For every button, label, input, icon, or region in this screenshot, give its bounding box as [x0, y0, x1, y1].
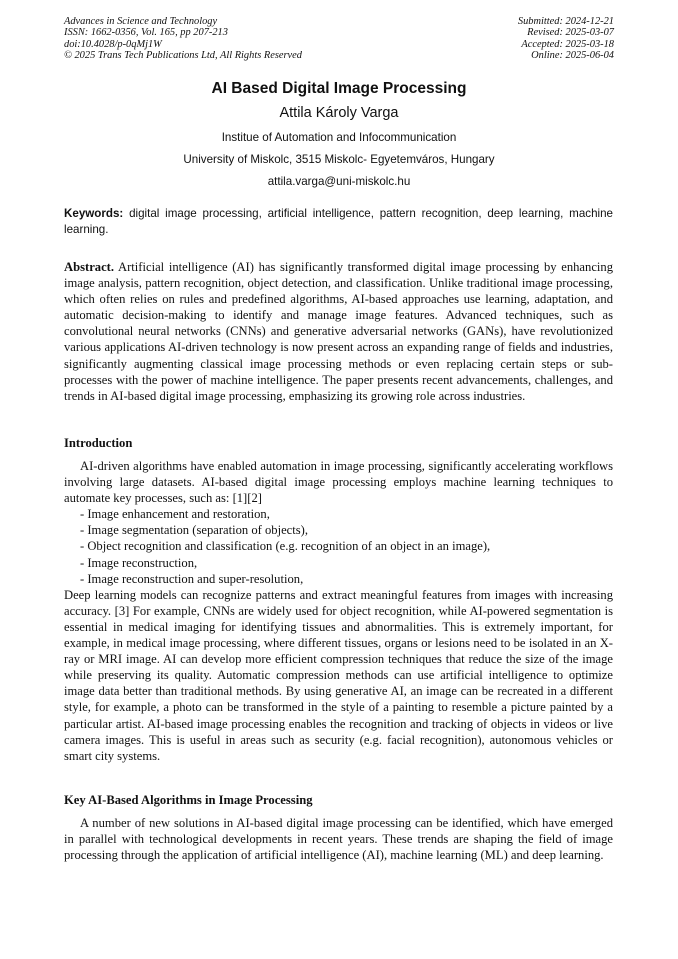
section-paragraph-1: A number of new solutions in AI-based digital image processing can be identified, which have emerged in parallel with technological developments in recent years. These trends are shaping the field of image processing through the application of artificial intelligence (AI), machine learning (ML) and deep learning.: [64, 816, 613, 863]
keywords: [64, 206, 613, 238]
section-body: [64, 815, 613, 863]
journal-issn: ISSN: 1662-0356, Vol. 165, pp 207-213: [64, 27, 228, 39]
copyright: © 2025 Trans Tech Publications Ltd, All Rights Reserved: [64, 49, 302, 61]
abstract: [64, 259, 613, 404]
submission-dates: [518, 16, 614, 61]
journal-name: Advances in Science and Technology: [64, 16, 218, 27]
abstract-label: Abstract.: [64, 260, 115, 274]
abstract-text: Artificial intelligence (AI) has significantly transformed digital image processing by enhancing image analysis, pattern recognition, object detection, and classification. Unlike traditional image processing, which often relies on rules and predefined algorithms, AI-based approaches use learning, adaptation, and automatic decision-making to identify and manage image features. Advanced techniques, such as convolutional neural networks (CNNs) and generative adversarial networks (GANs), have revolutionized various applications AI-driven technology is now present across an expanding range of fields and industries, significantly augmenting classical image processing methods or even replacing certain steps or sub-processes with the power of machine intelligence. The paper presents recent advancements, challenges, and trends in AI-based digital image processing, emphasizing its growing role across industries.: [64, 260, 613, 403]
introduction-paragraph-2: Deep learning models can recognize patterns and extract meaningful features from images with increasing accuracy. [3] For example, CNNs are widely used for object recognition, while AI-powered segmentation is essential in medical imaging for identifying tissues and abnormalities. This is extremely important, for example, in medical image processing, where different tissues, organs or lesions need to be isolated in an X-ray or MRI image. AI can develop more efficient compression techniques that reduce the size of the image while preserving its quality. Automatic compression methods can use artificial intelligence to optimize image data better than traditional methods. By using generative AI, an image can be recreated in a different style, for example, a photo can be transformed in the style of a painting to resemble a picture painted by a particular artist. AI-based image processing enables the recognition and tracking of objects in videos or live camera images. This is useful in areas such as security (e.g. facial recognition), autonomous vehicles or smart city systems.: [64, 587, 613, 763]
list-item: - Image segmentation (separation of objects),: [80, 523, 309, 538]
affiliation-institute: Institue of Automation and Infocommunication: [221, 131, 457, 144]
keywords-label: Keywords:: [64, 207, 124, 220]
paper-title: AI Based Digital Image Processing: [211, 80, 467, 97]
process-list: [64, 506, 613, 586]
section-heading: Key AI-Based Algorithms in Image Processing: [64, 793, 313, 807]
revised-date: Revised: 2025-03-07: [527, 27, 614, 39]
introduction-paragraph-1: AI-driven algorithms have enabled automation in image processing, significantly accelerating workflows involving large datasets. AI-based digital image processing employs machine learning techniques to automate key processes, such as: [1][2]: [64, 459, 613, 506]
journal-doi: doi:10.4028/p-0qMj1W: [64, 38, 162, 50]
introduction-heading: Introduction: [64, 436, 133, 450]
list-item: - Image reconstruction and super-resolution,: [80, 571, 304, 586]
introduction-body: [64, 458, 613, 764]
keywords-text: digital image processing, artificial intelligence, pattern recognition, deep learning, machine learning.: [64, 207, 613, 237]
accepted-date: Accepted: 2025-03-18: [521, 38, 614, 50]
author-name: Attila Károly Varga: [279, 105, 399, 121]
affiliation-university: University of Miskolc, 3515 Miskolc- Egyetemváros, Hungary: [183, 153, 495, 166]
journal-info: [64, 16, 302, 61]
list-item: - Image reconstruction,: [80, 555, 198, 570]
online-date: Online: 2025-06-04: [531, 49, 614, 61]
author-email: attila.varga@uni-miskolc.hu: [267, 175, 411, 188]
list-item: - Image enhancement and restoration,: [80, 507, 270, 522]
submitted-date: Submitted: 2024-12-21: [517, 16, 614, 27]
list-item: - Object recognition and classification (e.g. recognition of an object in an image),: [80, 539, 491, 554]
